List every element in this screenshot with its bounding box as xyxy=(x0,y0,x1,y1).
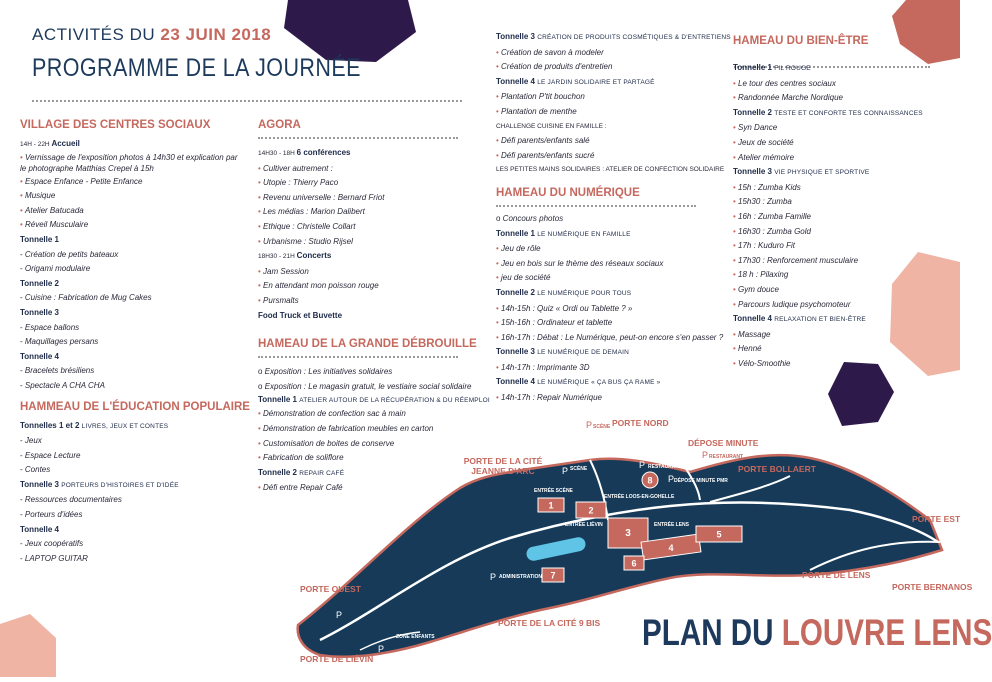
entrance-label: ENTRÉE LIÉVIN xyxy=(565,522,603,528)
list-item: • Jeu de rôle xyxy=(496,242,726,257)
header-date: 23 JUIN 2018 xyxy=(160,25,272,44)
porte-cite-9bis-label: PORTE DE LA CITÉ 9 BIS xyxy=(498,618,601,628)
restaurant-label-top: RESTAURANT xyxy=(709,454,744,460)
vernissage-line1: • Vernissage de l'exposition photos à 14h30 et explication par xyxy=(20,153,260,163)
porte-cite-jeanne-label: PORTE DE LA CITÉ JEANNE D'ARC xyxy=(463,456,543,476)
admin-label: ADMINISTRATION xyxy=(499,574,542,580)
plan-title-part2: LOUVRE LENS xyxy=(781,612,992,653)
tonnelle-heading: Tonnelle 4 LE NUMÉRIQUE « ÇA BUS ÇA RAME » xyxy=(496,377,661,387)
section-title-agora: AGORA xyxy=(258,119,301,131)
parking-icon: P xyxy=(586,420,593,430)
list-item: • Démonstration de confection sac à main xyxy=(258,407,488,422)
list-item: • 17h : Kuduro Fit xyxy=(733,239,903,254)
list-item: • Ethique : Christelle Collart xyxy=(258,220,488,235)
list-item: • 16h : Zumba Famille xyxy=(733,210,903,225)
zone-number: 3 xyxy=(625,528,631,539)
section-title-bien-etre: HAMEAU DU BIEN-ÊTRE xyxy=(733,35,869,47)
zone-number: 1 xyxy=(548,500,554,511)
parking-icon: P xyxy=(378,644,385,654)
list-item: - Porteurs d'idées xyxy=(20,508,260,523)
list-item: • Vélo-Smoothie xyxy=(733,357,903,372)
list-item: • Plantation P'tit bouchon xyxy=(496,90,726,105)
list-item: • Atelier Batucada xyxy=(20,204,260,219)
tonnelle-heading: Tonnelle 4 LE JARDIN SOLIDAIRE ET PARTAGÉ xyxy=(496,76,655,86)
list-item: • 15h : Zumba Kids xyxy=(733,181,903,196)
list-item: • Plantation de menthe xyxy=(496,105,726,120)
concert-line: 18H30 - 21H Concerts xyxy=(258,251,332,261)
list-item: • Création de savon à modeler xyxy=(496,46,726,61)
parking-icon: P xyxy=(336,610,343,620)
tonnelle-heading: Tonnelle 1 ATELIER AUTOUR DE LA RÉCUPÉRATION & DU RÉEMPLOI xyxy=(258,395,490,405)
list-item: • Revenu universelle : Bernard Friot xyxy=(258,191,488,206)
porte-est-label: PORTE EST xyxy=(912,514,961,524)
tonnelle-heading: Tonnelle 4 RELAXATION ET BIEN-ÊTRE xyxy=(733,314,866,324)
zone-enfants-label: ZONE ENFANTS xyxy=(396,634,435,640)
list-item: - Origami modulaire xyxy=(20,262,260,277)
list-item: • 15h30 : Zumba xyxy=(733,195,903,210)
list-item: • 14h-15h : Quiz « Ordi ou Tablette ? » xyxy=(496,302,726,317)
list-item: - Espace Lecture xyxy=(20,449,260,464)
list-item: • 14h-17h : Imprimante 3D xyxy=(496,361,726,376)
depose-minute-label: DÉPOSE MINUTE xyxy=(688,438,759,448)
section-title-numerique: HAMEAU DU NUMÉRIQUE xyxy=(496,186,640,199)
list-item: • Randonnée Marche Nordique xyxy=(733,91,903,106)
zone-number: 2 xyxy=(588,505,594,516)
section-title-debrouille: HAMEAU DE LA GRANDE DÉBROUILLE xyxy=(258,338,477,351)
list-item: - Contes xyxy=(20,463,260,478)
restaurant-label: RESTAURANT xyxy=(648,464,683,470)
list-item: • 16h-17h : Débat : Le Numérique, peut-on encore s'en passer ? xyxy=(496,331,726,346)
petites-mains-line: LES PETITES MAINS SOLIDAIRES : ATELIER DE CONFECTION SOLIDAIRE xyxy=(496,166,725,174)
list-item: • Musique xyxy=(20,189,260,204)
porte-bollaert-label: PORTE BOLLAERT xyxy=(738,464,816,474)
column-numerique xyxy=(496,30,731,406)
list-item: • Gym douce xyxy=(733,283,903,298)
list-item: • Les médias : Marion Dalibert xyxy=(258,205,488,220)
list-item: - Espace ballons xyxy=(20,321,260,336)
debrouille-divider xyxy=(258,356,458,358)
zone-2 xyxy=(576,502,606,518)
zone-number: 5 xyxy=(716,529,722,540)
pink-hexagon-bottom-left xyxy=(0,614,60,677)
scene-parking-label: SCÈNE xyxy=(570,466,588,472)
list-item: • Pursmalts xyxy=(258,294,488,309)
tonnelle-heading: Tonnelle 3 PORTEURS D'HISTOIRES ET D'IDÉE xyxy=(20,479,179,489)
list-item: • Cultiver autrement : xyxy=(258,162,488,177)
list-item: • Démonstration de fabrication meubles en carton xyxy=(258,422,488,437)
parking-icon: P xyxy=(639,460,646,470)
list-item: • Jam Session xyxy=(258,265,488,280)
section-title-education: HAMMEAU DE L'ÉDUCATION POPULAIRE xyxy=(20,400,250,413)
tonnelle-heading: Tonnelle 4 xyxy=(20,351,59,361)
numerique-divider xyxy=(496,205,696,207)
list-item: • Jeux de société xyxy=(733,136,903,151)
porte-ouest-label: PORTE OUEST xyxy=(300,584,361,594)
list-item: • Jeu en bois sur le thème des réseaux sociaux xyxy=(496,257,726,272)
list-item: - Jeux xyxy=(20,434,260,449)
tonnelle-heading: Tonnelle 2 REPAIR CAFÉ xyxy=(258,467,345,477)
column-centres-sociaux xyxy=(20,118,260,566)
list-item: • En attendant mon poisson rouge xyxy=(258,279,488,294)
parking-icon: P xyxy=(562,466,569,476)
list-item: • Urbanisme : Studio Rijsel xyxy=(258,235,488,250)
list-item: - Spectacle A CHA CHA xyxy=(20,379,260,394)
list-item: o Concours photos xyxy=(496,212,726,227)
tonnelle-heading: Tonnelle 3 LE NUMÉRIQUE DE DEMAIN xyxy=(496,347,630,357)
plan-title-part1: PLAN DU xyxy=(642,612,774,653)
list-item: • Utopie : Thierry Paco xyxy=(258,176,488,191)
plan-title xyxy=(642,612,992,654)
list-item: • Le tour des centres sociaux xyxy=(733,77,903,92)
section-title-village: VILLAGE DES CENTRES SOCIAUX xyxy=(20,119,211,131)
tonnelle-heading: Tonnelle 1 LE NUMÉRIQUE EN FAMILLE xyxy=(496,228,631,238)
list-item: • Réveil Musculaire xyxy=(20,218,260,233)
list-item: • 17h30 : Renforcement musculaire xyxy=(733,254,903,269)
tonnelle-heading: Tonnelle 3 CRÉATION DE PRODUITS COSMÉTIQUES & D'ENTRETIENS xyxy=(496,32,731,41)
list-item: • Syn Dance xyxy=(733,121,903,136)
zone-7 xyxy=(542,568,564,582)
parking-icon: P xyxy=(668,474,675,484)
zone-6 xyxy=(624,556,644,570)
tonnelle-heading: Tonnelle 2 TESTE ET CONFORTE TES CONNAISSANCES xyxy=(733,107,923,117)
list-item: • Création de produits d'entretien xyxy=(496,60,726,75)
list-item: - Création de petits bateaux xyxy=(20,248,260,263)
zone-number: 8 xyxy=(647,475,653,486)
entrance-label: ENTRÉE LENS xyxy=(654,522,690,528)
zone-number: 6 xyxy=(631,558,637,569)
list-item: • Atelier mémoire xyxy=(733,151,903,166)
zone-5 xyxy=(696,526,742,542)
zone-number: 7 xyxy=(550,570,556,581)
parking-icon: P xyxy=(702,450,709,460)
list-item: • Fabrication de soliflore xyxy=(258,451,488,466)
accueil-line: 14H - 22H Accueil xyxy=(20,139,80,148)
list-item: • 14h-17h : Repair Numérique xyxy=(496,391,726,406)
tonnelle-heading: Tonnelle 2 LE NUMÉRIQUE POUR TOUS xyxy=(496,287,632,297)
entrance-label: ENTRÉE LOOS-EN-GOHELLE xyxy=(604,494,675,500)
list-item: - Jeux coopératifs xyxy=(20,537,260,552)
scene-parking-label-top: SCÈNE xyxy=(593,424,611,430)
list-item: - Cuisine : Fabrication de Mug Cakes xyxy=(20,291,260,306)
page-title: PROGRAMME DE LA JOURNÉE xyxy=(32,54,361,82)
list-item: • Customisation de boites de conserve xyxy=(258,437,488,452)
zone-8 xyxy=(642,472,658,488)
conference-line: 14H30 - 18H 6 conférences xyxy=(258,148,351,157)
zone-1 xyxy=(538,498,564,512)
tonnelle-heading: Tonnelle 4 xyxy=(20,524,59,534)
list-item: • Défi entre Repair Café xyxy=(258,481,488,496)
entrance-label: ENTRÉE SCÈNE xyxy=(534,488,573,494)
vernissage-line2: le photographe Matthias Crepel à 15h xyxy=(20,163,154,173)
list-item: • 16h30 : Zumba Gold xyxy=(733,225,903,240)
list-item: - LAPTOP GUITAR xyxy=(20,552,260,567)
list-item: • Henné xyxy=(733,342,903,357)
list-item: - Ressources documentaires xyxy=(20,493,260,508)
list-item: • 15h-16h : Ordinateur et tablette xyxy=(496,316,726,331)
list-item: • jeu de société xyxy=(496,271,726,286)
tonnelle-heading: Tonnelle 2 xyxy=(20,278,59,288)
tonnelle-heading: Tonnelle 3 VIE PHYSIQUE ET SPORTIVE xyxy=(733,167,870,177)
list-item: • 18 h : Pilaxing xyxy=(733,268,903,283)
tonnelle-heading: Tonnelle 3 xyxy=(20,307,59,317)
parking-icon: P xyxy=(490,572,497,582)
tonnelle-heading: Tonnelles 1 et 2 LIVRES, JEUX ET CONTES xyxy=(20,420,169,430)
header-prefix: ACTIVITÉS DU xyxy=(32,25,156,44)
list-item: o Exposition : Les initiatives solidaires xyxy=(258,365,488,380)
column-bien-etre xyxy=(733,34,923,371)
depose-pmr-label: DÉPOSE MINUTE PMR xyxy=(674,478,728,484)
list-item: • Défi parents/enfants salé xyxy=(496,134,726,149)
list-item: • Espace Enfance - Petite Enfance xyxy=(20,175,260,190)
agora-divider xyxy=(258,137,458,139)
list-item: o Exposition : Le magasin gratuit, le vestiaire social solidaire xyxy=(258,380,488,395)
header-date-line xyxy=(32,25,271,45)
tonnelle-heading: Tonnelle 1 xyxy=(20,234,59,244)
tonnelle-heading: Tonnelle 1 FIL ROUGE xyxy=(733,63,811,72)
porte-bernanos-label: PORTE BERNANOS xyxy=(892,582,973,592)
porte-lievin-label: PORTE DE LIÉVIN xyxy=(300,654,374,664)
list-item: • Massage xyxy=(733,328,903,343)
porte-lens-label: PORTE DE LENS xyxy=(802,570,871,580)
list-item: - Bracelets brésiliens xyxy=(20,364,260,379)
list-item: • Défi parents/enfants sucré xyxy=(496,149,726,164)
list-item: - Maquillages persans xyxy=(20,335,260,350)
food-truck-line: Food Truck et Buvette xyxy=(258,310,343,320)
porte-nord-label: PORTE NORD xyxy=(612,418,669,428)
divider-left xyxy=(32,100,462,102)
challenge-heading: CHALLENGE CUISINE EN FAMILLE : xyxy=(496,122,607,130)
list-item: • Parcours ludique psychomoteur xyxy=(733,298,903,313)
zone-number: 4 xyxy=(668,543,674,553)
